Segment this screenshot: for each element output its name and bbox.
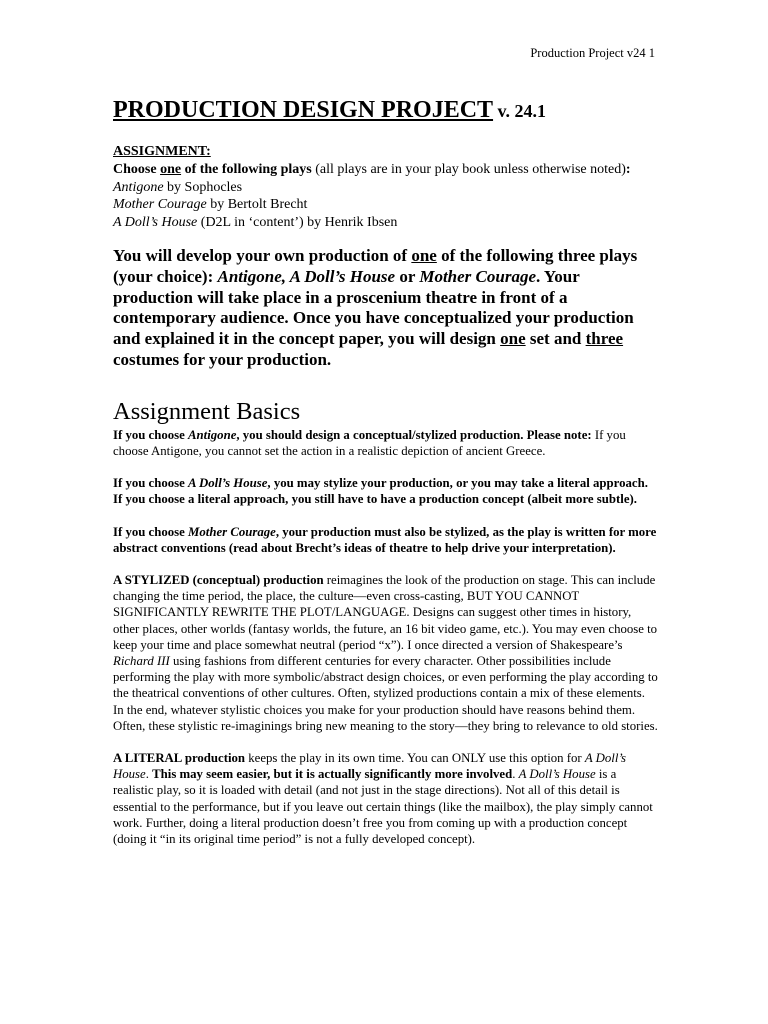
choose-post: of the following plays xyxy=(181,161,312,177)
para-emphasis: This may seem easier, but it is actually significantly more involved xyxy=(152,767,513,782)
assignment-section xyxy=(113,143,658,232)
para-lead: A STYLIZED (conceptual) production xyxy=(113,572,324,587)
play-item xyxy=(113,179,658,197)
assignment-label xyxy=(113,143,658,161)
para-text: , you may stylize your production, or you may take a literal approach. If you choose a literal approach, you still have to have a production concept (albeit more subtle). xyxy=(113,476,648,507)
para-text: If you choose xyxy=(113,476,189,491)
para-text: keeps the play in its own time. You can ONLY use this option for xyxy=(245,751,585,766)
para-text: , you should design a conceptual/stylized production. Please note: xyxy=(236,427,592,442)
para-text: using fashions from different centuries for every character. Other possibilities include performing the play with more symbolic/abstract design choices, or even performing the play according to the theatrical conventions of other cultures. Often, stylized productions contain a mix of these elements. In the end, whatever stylistic choices you make for your production should have reasons behind them. Often, these stylistic re-imaginings bring new meaning to the story—they bring to relevance to old stories. xyxy=(113,654,658,733)
document-body xyxy=(113,95,658,847)
play-title: A Doll’s House xyxy=(113,215,198,231)
para-lead: A LITERAL production xyxy=(113,751,246,766)
intro-text: You will develop your own production of xyxy=(113,245,412,265)
intro-text: costumes for your production. xyxy=(113,349,332,369)
literal-paragraph xyxy=(113,750,658,847)
para-text: . xyxy=(145,767,153,782)
play-name: A Doll’s House xyxy=(188,476,268,491)
intro-text: . Your production will take place in a proscenium theatre in front of a contemporary audience. Once you have conceptualized your production and explained it in the concept paper, you will design xyxy=(113,266,634,349)
intro-plays: Antigone, A Doll’s House xyxy=(217,266,396,286)
running-header: Production Project v24 1 xyxy=(530,46,655,60)
play-title: Mother Courage xyxy=(113,197,207,213)
intro-text: set and xyxy=(525,329,586,349)
play-author: by Sophocles xyxy=(163,179,243,195)
para-text: . xyxy=(512,767,519,782)
para-text: , your production must also be stylized, as the play is written for more abstract conventions (read about Brecht’s ideas of theatre to help drive your interpretation). xyxy=(113,524,657,555)
play-author: by Bertolt Brecht xyxy=(206,197,308,213)
dolls-house-paragraph xyxy=(113,475,658,507)
para-text: reimagines the look of the production on stage. This can include changing the time period, the place, the culture—even cross-casting, BUT YOU CANNOT SIGNIFICANTLY REWRITE THE PLOT/LANGUAGE. Designs can suggest other times in history, other places, other worlds (fantasy worlds, the future, an 16 bit video game, etc.). You may even choose to keep your time and place somewhat neutral (period “x”). I once directed a version of Shakespeare’s xyxy=(113,572,658,652)
para-text: If you choose Antigone, you cannot set the action in a realistic depiction of ancient Greece. xyxy=(113,427,626,458)
assignment-label-text: ASSIGNMENT: xyxy=(113,144,211,159)
choose-one: one xyxy=(160,161,182,177)
play-name: Richard III xyxy=(113,654,170,668)
play-name: A Doll’s House xyxy=(113,751,627,782)
play-title: Antigone xyxy=(113,179,164,195)
play-author: (D2L in ‘content’) by Henrik Ibsen xyxy=(197,215,398,231)
play-item xyxy=(113,196,658,214)
play-item xyxy=(113,214,658,232)
play-name: A Doll’s House xyxy=(518,767,596,782)
para-text: If you choose xyxy=(113,427,189,442)
stylized-paragraph xyxy=(113,572,658,734)
page-title xyxy=(113,95,658,126)
choose-note: (all plays are in your play book unless otherwise noted) xyxy=(311,161,626,177)
intro-text: or xyxy=(395,266,420,286)
title-main: PRODUCTION DESIGN PROJECT xyxy=(113,97,494,123)
choose-instruction xyxy=(113,161,658,179)
play-name: Antigone xyxy=(188,427,237,442)
intro-text: of the following three plays (your choice): xyxy=(113,245,638,286)
para-text: If you choose xyxy=(113,524,189,539)
intro-one: one xyxy=(411,245,437,265)
play-name: Mother Courage xyxy=(188,524,276,539)
intro-play-courage: Mother Courage xyxy=(419,266,537,286)
title-version: v. 24.1 xyxy=(493,101,547,121)
antigone-paragraph xyxy=(113,427,658,459)
intro-one-set: one xyxy=(500,329,526,349)
para-text: is a realistic play, so it is loaded with detail (and not just in the stage directions). Not all of this detail is essential to the performance, but if you leave out certain things (like the mailbox), the play simply cannot work. Further, doing a literal production doesn’t free you from coming up with a production concept (doing it “in its original time period” is not a fully developed concept). xyxy=(113,767,653,847)
intro-paragraph xyxy=(113,246,658,371)
choose-pre: Choose xyxy=(113,161,161,177)
choose-colon: : xyxy=(625,161,631,177)
section-heading: Assignment Basics xyxy=(113,397,301,425)
intro-three: three xyxy=(585,329,624,349)
mother-courage-paragraph xyxy=(113,524,658,556)
